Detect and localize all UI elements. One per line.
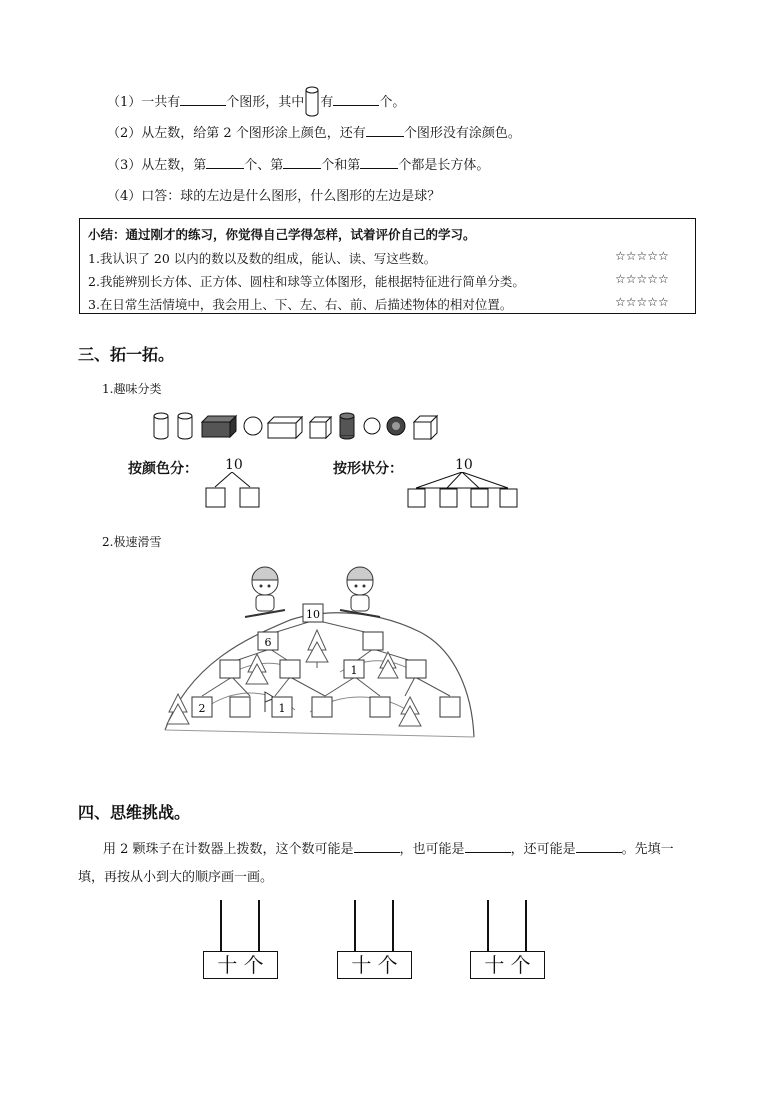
answer-box: [500, 489, 517, 507]
cube-icon: [310, 417, 331, 438]
question-2: [107, 122, 521, 141]
q1-text-b: 个图形，其中: [226, 95, 305, 110]
by-color-label: 按颜色分：: [128, 461, 198, 477]
rating-stars-3[interactable]: ☆☆☆☆☆: [615, 295, 669, 309]
ski-number-top: 10: [306, 608, 320, 621]
answer-box: [240, 488, 259, 507]
ski-number-row2: 6: [264, 636, 272, 649]
answer-blank[interactable]: [206, 156, 244, 169]
abacus-rod-tens: [354, 900, 356, 952]
cylinder-dark-icon: [340, 413, 354, 439]
abacus-1[interactable]: [203, 900, 278, 982]
answer-blank[interactable]: [576, 840, 622, 853]
challenge-line-1: [103, 838, 674, 857]
ski-box-row4: [272, 697, 292, 717]
by-shape-label: 按形状分：: [333, 461, 403, 477]
challenge-text-c: ，还可能是: [510, 842, 576, 857]
question-4: （4）口答：球的左边是什么图形，什么图形的左边是球？: [107, 189, 441, 204]
q3-text-c: 个和第: [321, 158, 361, 173]
abacus-label: 十 个: [337, 951, 412, 979]
answer-blank[interactable]: [360, 156, 398, 169]
answer-box: [440, 489, 457, 507]
ski-box-row4: [440, 697, 460, 717]
by-shape-tree: [400, 472, 525, 512]
abacus-rod-ones: [392, 900, 394, 952]
q1-text-d: 个。: [379, 95, 406, 110]
ski-box-row4: [312, 697, 332, 717]
answer-blank[interactable]: [354, 840, 400, 853]
answer-blank[interactable]: [366, 124, 404, 137]
q1-text-a: （1）一共有: [107, 95, 181, 110]
q2-text-b: 个图形没有涂颜色。: [403, 126, 521, 141]
ski-number-row3: 1: [350, 664, 358, 677]
ski-box-row4: [230, 697, 250, 717]
cube-icon: [414, 416, 437, 439]
abacus-label: 十 个: [203, 951, 278, 979]
question-3: [107, 154, 489, 173]
q3-text-d: 个都是长方体。: [398, 158, 490, 173]
ski-box-row3: [406, 660, 426, 678]
cylinder-icon: [154, 413, 168, 439]
answer-blank[interactable]: [180, 93, 226, 106]
ski-box-row4: [370, 697, 390, 717]
subsection-fun-classification: 1.趣味分类: [102, 382, 162, 396]
challenge-text-a: 用 2 颗珠子在计数器上拨数，这个数可能是: [103, 842, 354, 857]
ski-box-row3: [280, 660, 300, 678]
rating-stars-1[interactable]: ☆☆☆☆☆: [615, 249, 669, 263]
cylinder-icon: [304, 86, 320, 118]
answer-blank[interactable]: [283, 156, 321, 169]
cuboid-dark-icon: [202, 416, 236, 437]
ski-hill-illustration: [160, 562, 480, 742]
ball-dark-icon: [387, 417, 405, 435]
answer-blank[interactable]: [465, 840, 511, 853]
abacus-label: 十 个: [470, 951, 545, 979]
challenge-line-2: 填，再按从小到大的顺序画一画。: [78, 870, 274, 885]
subsection-speed-skiing: 2.极速滑雪: [102, 535, 162, 549]
ski-number-bottom-a: 2: [198, 702, 206, 715]
ski-number-bottom-b: 1: [278, 702, 286, 715]
ski-box-row4: [192, 697, 212, 717]
ski-box-row2-left: [258, 632, 278, 650]
by-color-total: 10: [225, 457, 243, 473]
ball-icon: [244, 417, 262, 435]
by-shape-total: 10: [455, 457, 473, 473]
question-1: [107, 86, 405, 118]
answer-blank[interactable]: [333, 93, 379, 106]
answer-box: [408, 489, 425, 507]
q1-text-c: 有: [320, 95, 334, 110]
q2-text-a: （2）从左数，给第 2 个图形涂上颜色，还有: [107, 126, 366, 141]
ski-box-row2-right: [363, 632, 383, 650]
skier-right-icon: [340, 567, 380, 617]
ski-box-row3: [344, 660, 364, 678]
q3-text-b: 个、第: [244, 158, 284, 173]
ski-box-top: [303, 604, 323, 622]
summary-box: [79, 218, 696, 314]
challenge-text-b: ，也可能是: [399, 842, 465, 857]
summary-title: 小结：通过刚才的练习，你觉得自己学得怎样，试着评价自己的学习。: [88, 227, 476, 242]
section-4-heading: 四、思维挑战。: [78, 803, 191, 822]
abacus-rod-ones: [525, 900, 527, 952]
shapes-row: [150, 410, 445, 444]
mountain-outline: [165, 613, 474, 737]
abacus-rod-tens: [487, 900, 489, 952]
abacus-rod-tens: [220, 900, 222, 952]
ball-icon: [364, 418, 380, 434]
abacus-rod-ones: [258, 900, 260, 952]
by-color-tree: [200, 472, 270, 512]
skier-left-icon: [245, 567, 285, 617]
abacus-3[interactable]: [470, 900, 545, 982]
cuboid-icon: [268, 417, 302, 438]
cylinder-icon: [178, 413, 192, 439]
challenge-text-d: 。先填一: [621, 842, 674, 857]
abacus-2[interactable]: [337, 900, 412, 982]
rating-stars-2[interactable]: ☆☆☆☆☆: [615, 272, 669, 286]
ski-box-row3: [220, 660, 240, 678]
answer-box: [471, 489, 488, 507]
q3-text-a: （3）从左数，第: [107, 158, 207, 173]
summary-item-2: 2.我能辨别长方体、正方体、圆柱和球等立体图形，能根据特征进行简单分类。: [88, 274, 525, 289]
answer-box: [206, 488, 225, 507]
section-3-heading: 三、拓一拓。: [78, 345, 175, 364]
summary-item-3: 3.在日常生活情境中，我会用上、下、左、右、前、后描述物体的相对位置。: [88, 297, 513, 312]
summary-item-1: 1.我认识了 20 以内的数以及数的组成，能认、读、写这些数。: [88, 251, 437, 266]
